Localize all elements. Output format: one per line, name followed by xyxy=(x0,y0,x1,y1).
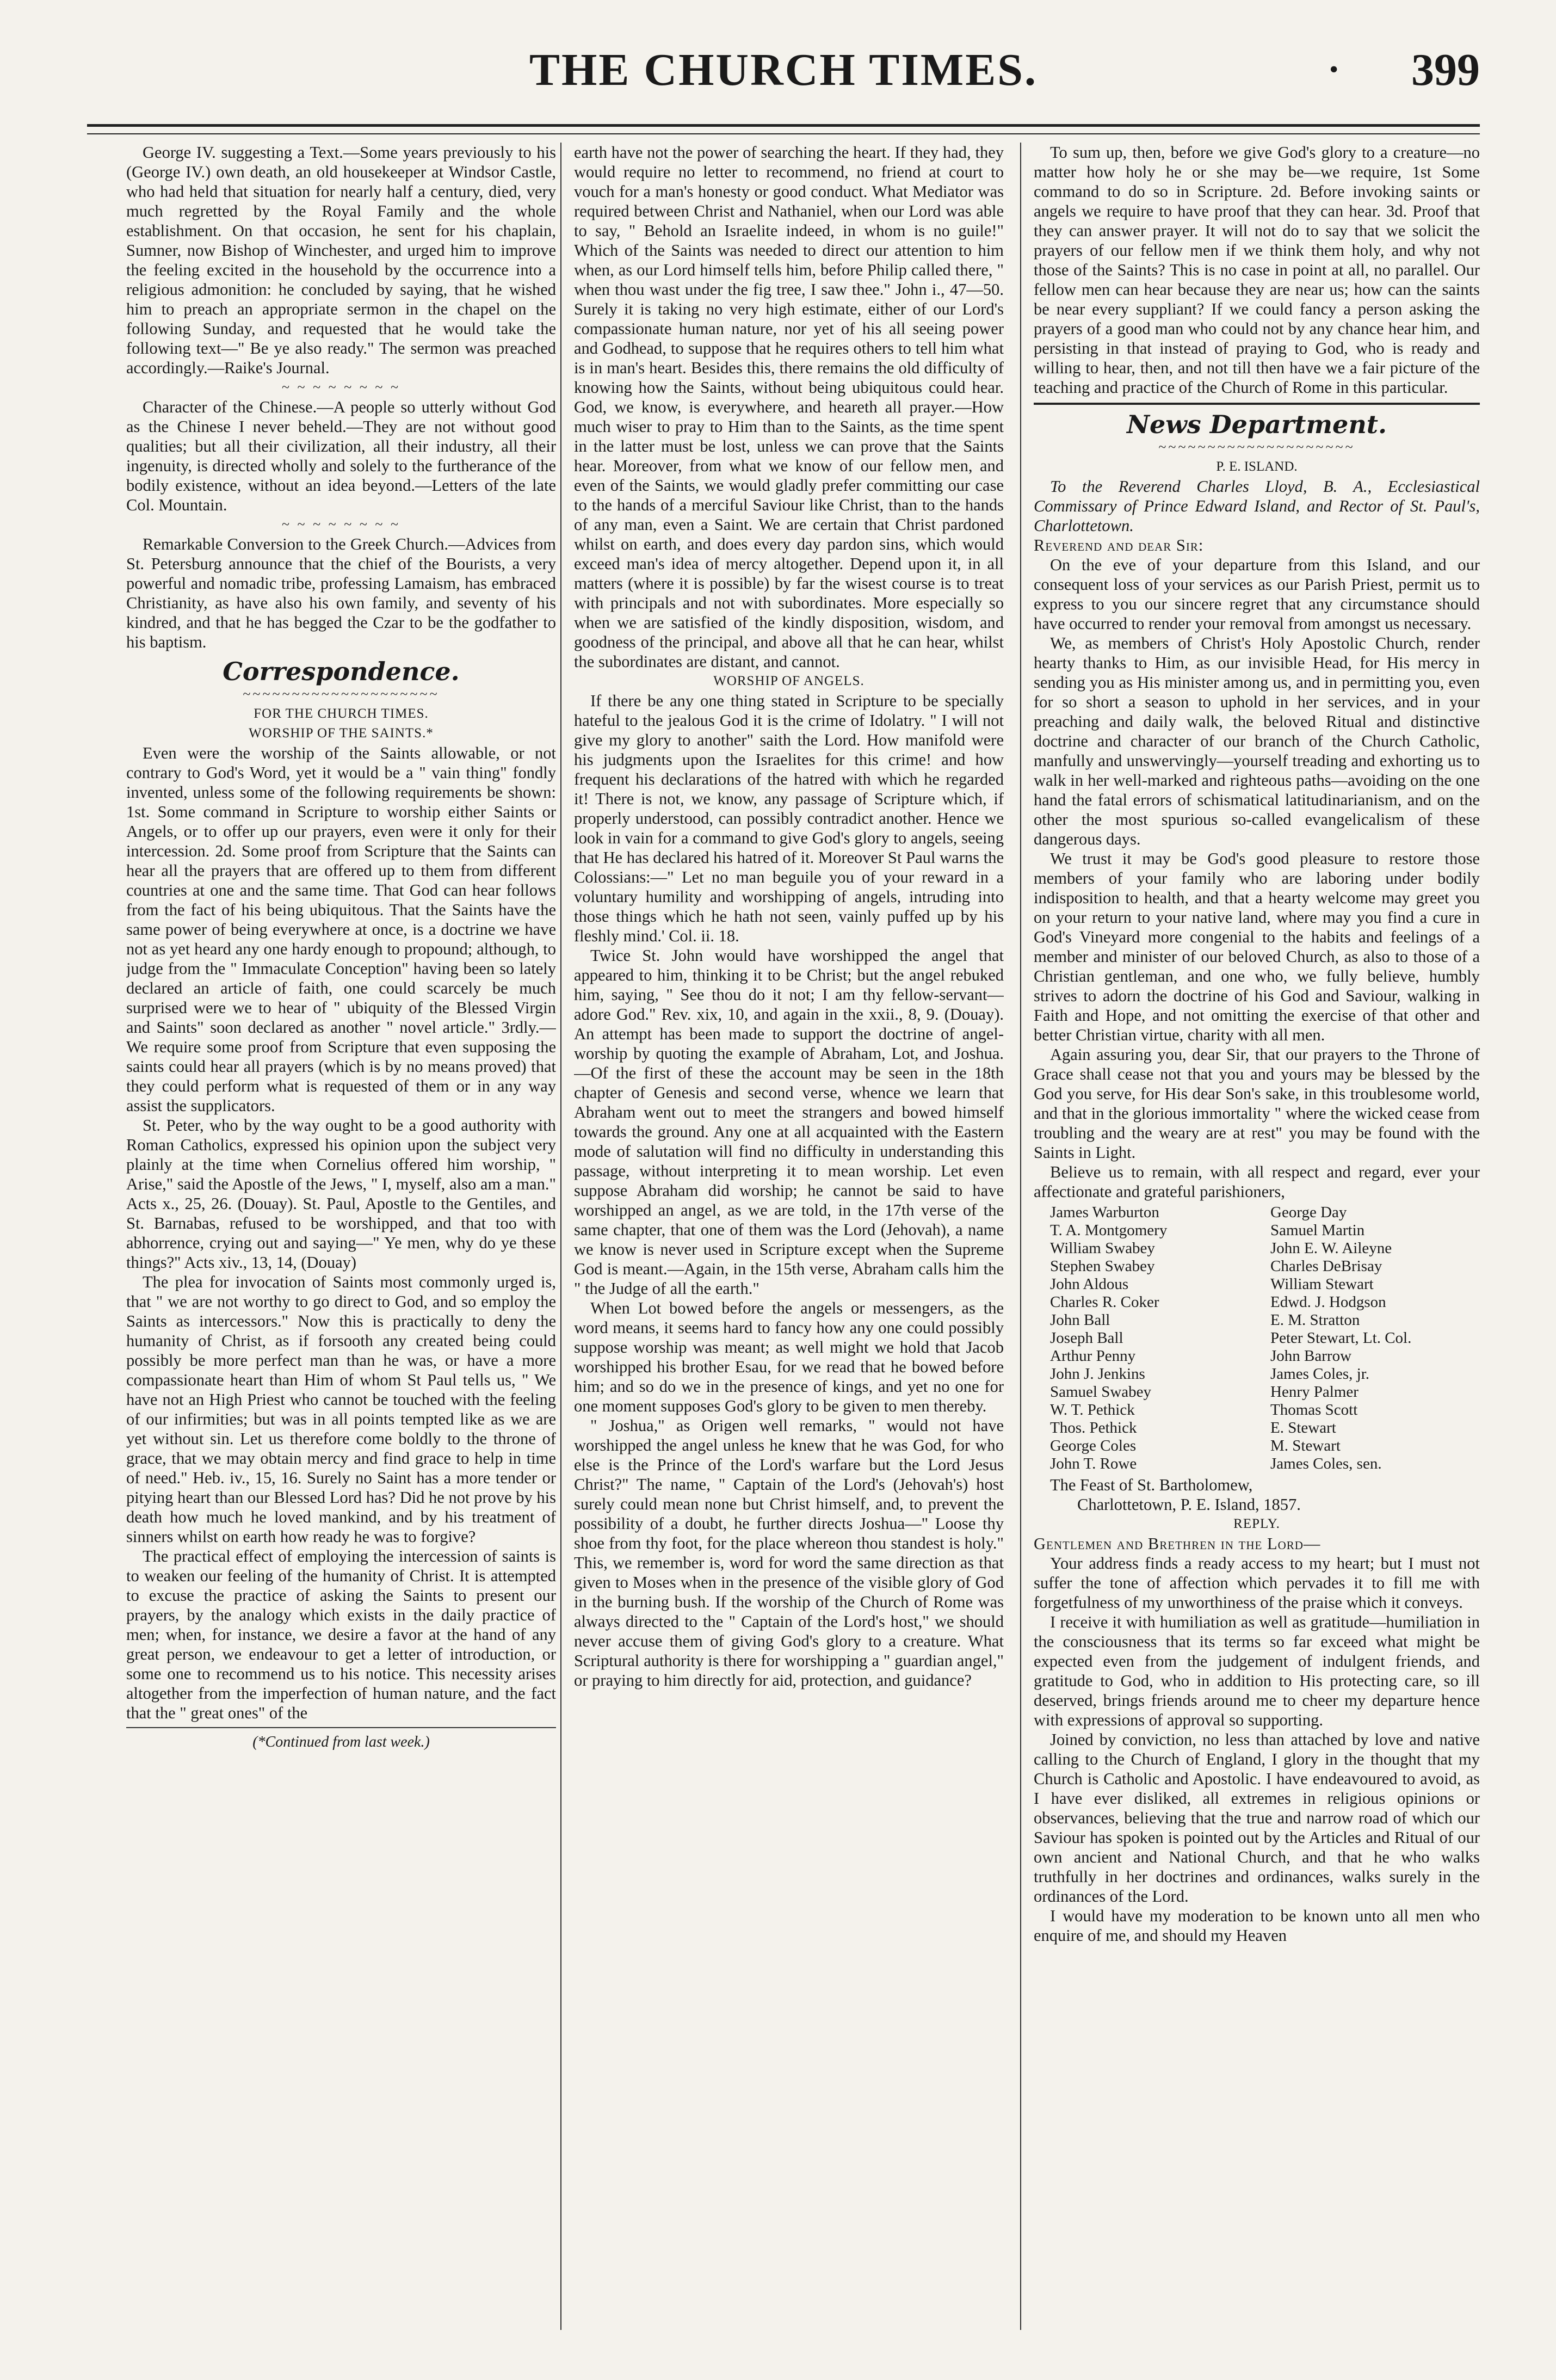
section-heading: News Department. xyxy=(1126,410,1387,439)
byline: FOR THE CHURCH TIMES. xyxy=(254,706,429,721)
article-title: WORSHIP OF THE SAINTS.* xyxy=(249,726,434,741)
page-number: 399 xyxy=(1411,45,1480,95)
column-divider xyxy=(1020,143,1021,2330)
paragraph: I receive it with humiliation as well as gratitude—humiliation in the consciousness that its terms so far exceed what might be expected even from the judgement of indulgent friends, and gratitude to God, who in addition to His protecting care, so ill deserved, brings friends around me to cheer my departure hence with expressions of approval so supporting. xyxy=(1034,1613,1480,1729)
signatory-name: W. T. Pethick xyxy=(1050,1401,1135,1419)
section-heading: Correspondence. xyxy=(223,657,460,686)
ornament-divider: ~~~~~~~~~~~~~~~~~~~~ xyxy=(1158,439,1355,455)
paragraph: Character of the Chinese.—A people so utterly without God as the Chinese I never beheld.—They are not without good qualities; but all their civilization, all their industry, all their ingenuity, is directed wholly and solely to the furtherance of the bodily existence, without an idea beyond.—Letters of the late Col. Mountain. xyxy=(126,398,556,514)
signatory-name: Stephen Swabey xyxy=(1050,1257,1155,1275)
footnote-rule xyxy=(126,1727,556,1728)
section-rule xyxy=(1034,403,1480,405)
closing-place: Charlottetown, P. E. Island, 1857. xyxy=(1077,1495,1301,1514)
signatory-name: George Coles xyxy=(1050,1437,1137,1454)
signatory-name: T. A. Montgomery xyxy=(1050,1222,1168,1239)
signatory-name: Henry Palmer xyxy=(1270,1383,1359,1401)
header-rule xyxy=(87,124,1480,134)
paragraph: We, as members of Christ's Holy Apostolic Church, render hearty thanks to Him, as our invisible Head, for His mercy in sending you as His minister among us, and in permitting you, even for so short a season to uphold in her services, and in your preaching and daily walk, the beloved Ritual and distinctive doctrine and character of our branch of the Church Catholic, manfully and unswervingly—yourself treading and exhorting us to walk in her well-marked and righteous paths—avoiding on the one hand the fatal errors of schismatical latitudinarianism, and on the other the most spurious so-called evangelicalism of these dangerous days. xyxy=(1034,634,1480,848)
signatory-name: Thomas Scott xyxy=(1270,1401,1358,1419)
paragraph: " Joshua," as Origen well remarks, " would not have worshipped the angel unless he knew that he was God, for who else is the Prince of the Lord's warfare but the Lord Jesus Christ?" The name, " Captain of the Lord's (Jehovah's) host surely could mean none but Christ himself, and, to prevent the possibility of a doubt, he further directs Joshua—" Loose thy shoe from thy foot, for the place whereon thou standest is holy." This, we remember is, word for word the same direction as that given to Moses when in the presence of the visible glory of God in the burning bush. If the worship of the Church of Rome was always directed to the " Captain of the Lord's host," we should never accuse them of giving God's glory to a creature. What Scriptural authority is there for worshipping a " guardian angel," or praying to him directly for aid, protection, and guidance? xyxy=(574,1416,1004,1690)
signatory-name: E. Stewart xyxy=(1270,1419,1336,1436)
signatory-name: William Stewart xyxy=(1270,1275,1374,1293)
signatory-name: John T. Rowe xyxy=(1050,1455,1137,1472)
column-1 xyxy=(126,143,556,2330)
signatory-name: John E. W. Aileyne xyxy=(1270,1240,1392,1257)
paragraph: Even were the worship of the Saints allowable, or not contrary to God's Word, yet it would be a " vain thing" fondly invented, unless some of the following requirements be shown: 1st. Some command in Scripture to worship either Saints or Angels, or to offer up our prayers, even were it only for their intercession. 2d. Some proof from Scripture that the Saints can hear all the prayers that are offered up to them from different countries at one and the same time. That God can hear follows from the fact of his being ubiquitous. That the Saints have the same power of being everywhere at once, is a doctrine we have not as yet heard any one hardy enough to propound; although, to judge from the " Immaculate Conception" having been so lately declared an article of faith, one could scarcely be much surprised were we to hear of " ubiquity of the Blessed Virgin and Saints" soon declared as another " novel article." 3rdly.—We require some proof from Scripture that even supposing the saints could hear all prayers (which is by no means proved) that they could perform what is requested of them or in any way assist the supplicators. xyxy=(126,744,556,1115)
paragraph: We trust it may be God's good pleasure to restore those members of your family who are laboring under bodily indisposition to health, and that a hearty welcome may greet you on your return to your native land, where may you find a cure in God's Vineyard more congenial to the habits and feelings of a member and minister of our beloved Church, as also to those of a Christian gentleman, and one who, we fully believe, humbly strives to adorn the doctrine of his God and Saviour, walking in Faith and Hope, and not omitting the exercise of that other and better Christian virtue, charity with all men. xyxy=(1034,849,1480,1044)
ornament-divider: ~ ~ ~ ~ ~ ~ ~ ~ xyxy=(281,516,401,532)
column-divider xyxy=(560,143,561,2330)
signatory-name: Arthur Penny xyxy=(1050,1347,1136,1365)
paragraph: I would have my moderation to be known unto all men who enquire of me, and should my Heaven xyxy=(1034,1907,1480,1945)
signatory-name: Charles DeBrisay xyxy=(1270,1257,1382,1275)
header-bullet: • xyxy=(1329,55,1338,84)
signatory-name: Thos. Pethick xyxy=(1050,1419,1137,1436)
signatory-name: John J. Jenkins xyxy=(1050,1365,1145,1383)
signatory-name: George Day xyxy=(1270,1204,1347,1221)
column-2 xyxy=(574,143,1004,2330)
reply-heading: REPLY. xyxy=(1233,1516,1280,1531)
signatory-name: M. Stewart xyxy=(1270,1437,1341,1454)
column-3 xyxy=(1034,143,1480,2330)
paragraph: Remarkable Conversion to the Greek Church.—Advices from St. Petersburg announce that the chief of the Bourists, a very powerful and nomadic tribe, professing Lamaism, has embraced Christianity, as have also his own family, and seventy of his kindred, and that he has begged the Czar to be the godfather to his baptism. xyxy=(126,535,556,651)
signatory-name: Joseph Ball xyxy=(1050,1329,1123,1347)
closing-date: The Feast of St. Bartholomew, xyxy=(1050,1476,1253,1494)
paragraph: St. Peter, who by the way ought to be a good authority with Roman Catholics, expressed his opinion upon the subject very plainly at the time when Cornelius offered him worship, " Arise," said the Apostle of the Jews, " I, myself, also am a man." Acts x., 25, 26. (Douay). St. Paul, Apostle to the Gentiles, and St. Barnabas, refused to be worshipped, and that too with abhorrence, crying out and saying—" Ye men, why do ye these things?" Acts xiv., 13, 14, (Douay) xyxy=(126,1116,556,1272)
paragraph: Again assuring you, dear Sir, that our prayers to the Throne of Grace shall cease not that you and yours may be blessed by the God you serve, for His dear Son's sake, in this troublesome world, and that in the glorious immortality " where the wicked cease from troubling and the weary are at rest" you may be found with the Saints in Light. xyxy=(1034,1045,1480,1162)
signatory-name: John Ball xyxy=(1050,1311,1110,1329)
signatory-name: James Coles, sen. xyxy=(1270,1455,1382,1472)
signatory-name: Charles R. Coker xyxy=(1050,1293,1159,1311)
footnote: (*Continued from last week.) xyxy=(252,1734,430,1750)
signatory-name: Peter Stewart, Lt. Col. xyxy=(1270,1329,1412,1347)
reply-salutation: Gentlemen and Brethren in the Lord— xyxy=(1034,1534,1321,1553)
signatory-name: John Aldous xyxy=(1050,1275,1129,1293)
paragraph: On the eve of your departure from this Island, and our consequent loss of your services as our Parish Priest, permit us to express to you our sincere regret that any circumstance should have occurred to render your removal from amongst us necessary. xyxy=(1034,556,1480,633)
dateline: P. E. ISLAND. xyxy=(1216,459,1298,474)
paragraph: earth have not the power of searching the heart. If they had, they would require no letter to recommend, no friend at court to vouch for a man's honesty or good conduct. What Mediator was required between Christ and Nathaniel, when our Lord was able to say, " Behold an Israelite indeed, in whom is no guile!" Which of the Saints was needed to direct our attention to him when, as our Lord himself tells him, before Philip called there, " when thou wast under the fig tree, I saw thee." John i., 47—50. Surely it is taking no very high estimate, either of our Lord's compassionate human nature, nor yet of his all seeing power and Godhead, to suppose that he requires others to tell him what is in man's heart. Besides this, there remains the old difficulty of knowing how the Saints, without being ubiquitous could hear. God, we know, is everywhere, and heareth all prayer.—How much wiser to pray to Him than to the Saints, as the time spent in the latter must be lost, unless we can prove that the Saints hear. Moreover, from what we know of our fellow men, and even of the Saints, we would gladly prefer committing our case to the hands of a merciful Saviour like Christ, than to the hands of any man, even a Saint. We are certain that Christ pardoned whilst on earth, and does every day pardon sins, which would exceed man's idea of mercy altogether. Depend upon it, in all matters (where it is possible) by far the wisest course is to treat with principals and not with subordinates. More especially so when we are satisfied of the kindly disposition, wisdom, and goodness of the principal, and above all that he can hear, whilst the subordinates are distant, and cannot. xyxy=(574,143,1004,671)
paragraph: To sum up, then, before we give God's glory to a creature—no matter how holy he or she may be—we require, 1st Some command to do so in Scripture. 2d. Before invoking saints or angels we require to have proof that they can hear. 3d. Proof that they can answer prayer. It will not do to say that we solicit the prayers of our fellow men if we think them holy, and why not those of the Saints? This is no case in point at all, no parallel. Our fellow men can hear because they are near us; how can the saints be near every suppliant? If we could fancy a person asking the prayers of a good man who could not by any chance hear him, and persisting in that instead of praying to God, who is ready and willing to hear, then, and not till then have we a fair picture of the teaching and practice of the Church of Rome in this particular. xyxy=(1034,143,1480,397)
signatory-name: James Coles, jr. xyxy=(1270,1365,1370,1383)
signatory-name: James Warburton xyxy=(1050,1204,1159,1221)
paragraph: When Lot bowed before the angels or messengers, as the word means, it seems hard to fancy how any one could possibly suppose worship was meant; as well might we hold that Jacob worshipped his brother Esau, for we read that he bowed before him; and so do we in the presence of kings, and yet no one for one moment supposes God's glory to be given to men thereby. xyxy=(574,1299,1004,1415)
newspaper-title: THE CHURCH TIMES. xyxy=(529,45,1038,95)
paragraph: Joined by conviction, no less than attached by love and native calling to the Church of England, I glory in the thought that my Church is Catholic and Apostolic. I have endeavoured to avoid, as I have ever disliked, all extremes in religious opinions or observances, believing that the true and narrow road of which our Saviour has spoken is pointed out by the Articles and Ritual of our own ancient and National Church, and that he who walks truthfully in her doctrines and ordinances, walks surely in the ordinances of the Lord. xyxy=(1034,1730,1480,1906)
paragraph: Believe us to remain, with all respect and regard, ever your affectionate and grateful parishioners, xyxy=(1034,1163,1480,1201)
paragraph: George IV. suggesting a Text.—Some years previously to his (George IV.) own death, an old housekeeper at Windsor Castle, who had held that situation for nearly half a century, died, very much regretted by the Royal Family and the whole establishment. On that occasion, he sent for his chaplain, Sumner, now Bishop of Winchester, and urged him to improve the feeling excited in the household by the occurrence into a religious admonition: he concluded by saying, that he wished him to preach an appropriate sermon in the chapel on the following Sunday, and requested that he would take the following text—" Be ye also ready." The sermon was preached accordingly.—Raike's Journal. xyxy=(126,143,556,377)
masthead xyxy=(87,33,1480,125)
address-recipient: To the Reverend Charles Lloyd, B. A., Ecclesiastical Commissary of Prince Edward Island, and Rector of St. Paul's, Charlottetown. xyxy=(1034,477,1480,535)
ornament-divider: ~ ~ ~ ~ ~ ~ ~ ~ xyxy=(281,379,401,395)
paragraph: The plea for invocation of Saints most commonly urged is, that " we are not worthy to go direct to God, and so employ the Saints as intercessors." Now this is practically to deny the humanity of Christ, as if forsooth any created being could possibly be more perfect man than he was, or have a more compassionate heart than Him of whom St Paul tells us, " We have not an High Priest who cannot be touched with the feeling of our infirmities; but was in all points tempted like as we are yet without sin. Let us therefore come boldly to the throne of grace, that we may obtain mercy and find grace to help in time of need." Heb. iv., 15, 16. Surely no Saint has a more tender or pitying heart than our Blessed Lord has? Did he not prove by his death how much he loved mankind, and by his treatment of sinners whilst on earth how ready he was to forgive? xyxy=(126,1273,556,1546)
signatory-name: Edwd. J. Hodgson xyxy=(1270,1293,1386,1311)
signatory-name: Samuel Swabey xyxy=(1050,1383,1152,1401)
salutation: Reverend and dear Sir: xyxy=(1034,536,1204,554)
signatory-name: Samuel Martin xyxy=(1270,1222,1365,1239)
article-title: WORSHIP OF ANGELS. xyxy=(713,674,865,688)
ornament-divider: ~~~~~~~~~~~~~~~~~~~~ xyxy=(243,686,440,702)
paragraph: The practical effect of employing the intercession of saints is to weaken our feeling of the humanity of Christ. It is attempted to excuse the practice of asking the Saints to present our prayers, by the analogy which exists in the daily practice of men; when, for instance, we desire a favor at the hand of any great person, we endeavour to get a letter of introduction, or some one to recommend us to his notice. This necessity arises altogether from the imperfection of human nature, and the fact that the " great ones" of the xyxy=(126,1547,556,1722)
paragraph: Your address finds a ready access to my heart; but I must not suffer the tone of affection which pervades it to fill me with forgetfulness of my unworthiness of the praise which it conveys. xyxy=(1034,1554,1480,1612)
signatory-name: William Swabey xyxy=(1050,1240,1155,1257)
signatory-name: John Barrow xyxy=(1270,1347,1352,1365)
signatory-name: E. M. Stratton xyxy=(1270,1311,1360,1329)
signatories-list xyxy=(1050,1204,1480,1473)
paragraph: If there be any one thing stated in Scripture to be specially hateful to the jealous God it is the crime of Idolatry. " I will not give my glory to another" saith the Lord. How manifold were his judgments upon the Israelites for this crime! and how frequent his declarations of the hatred with which he regarded it! There is not, we know, any passage of Scripture which, if properly understood, can possibly contradict another. Hence we look in vain for a command to give God's glory to angels, seeing that He has declared his hatred of it. Moreover St Paul warns the Colossians:—" Let no man beguile you of your reward in a voluntary humility and worshipping of angels, intruding into those things which he hath not seen, vainly puffed up by his fleshly mind.' Col. ii. 18. xyxy=(574,692,1004,945)
paragraph: Twice St. John would have worshipped the angel that appeared to him, thinking it to be Christ; but the angel rebuked him, saying, " See thou do it not; I am thy fellow-servant—adore God." Rev. xix, 10, and again in the xxii., 8, 9. (Douay). An attempt has been made to support the doctrine of angel-worship by quoting the example of Abraham, Lot, and Joshua.—Of the first of these the account may be seen in the 18th chapter of Genesis and second verse, whence we learn that Abraham went out to meet the strangers and bowed himself towards the ground. Any one at all acquainted with the Eastern mode of salutation will find no difficulty in understanding this passage, without interpreting it to mean worship. Let even suppose Abraham did worship; he cannot be said to have worshipped an angel, as we are told, in the 17th verse of the same chapter, that one of them was the Lord (Jehovah), a name we know is never used in Scripture except when the Supreme God is meant.—Again, in the 15th verse, Abraham calls him the " the Judge of all the earth." xyxy=(574,946,1004,1298)
